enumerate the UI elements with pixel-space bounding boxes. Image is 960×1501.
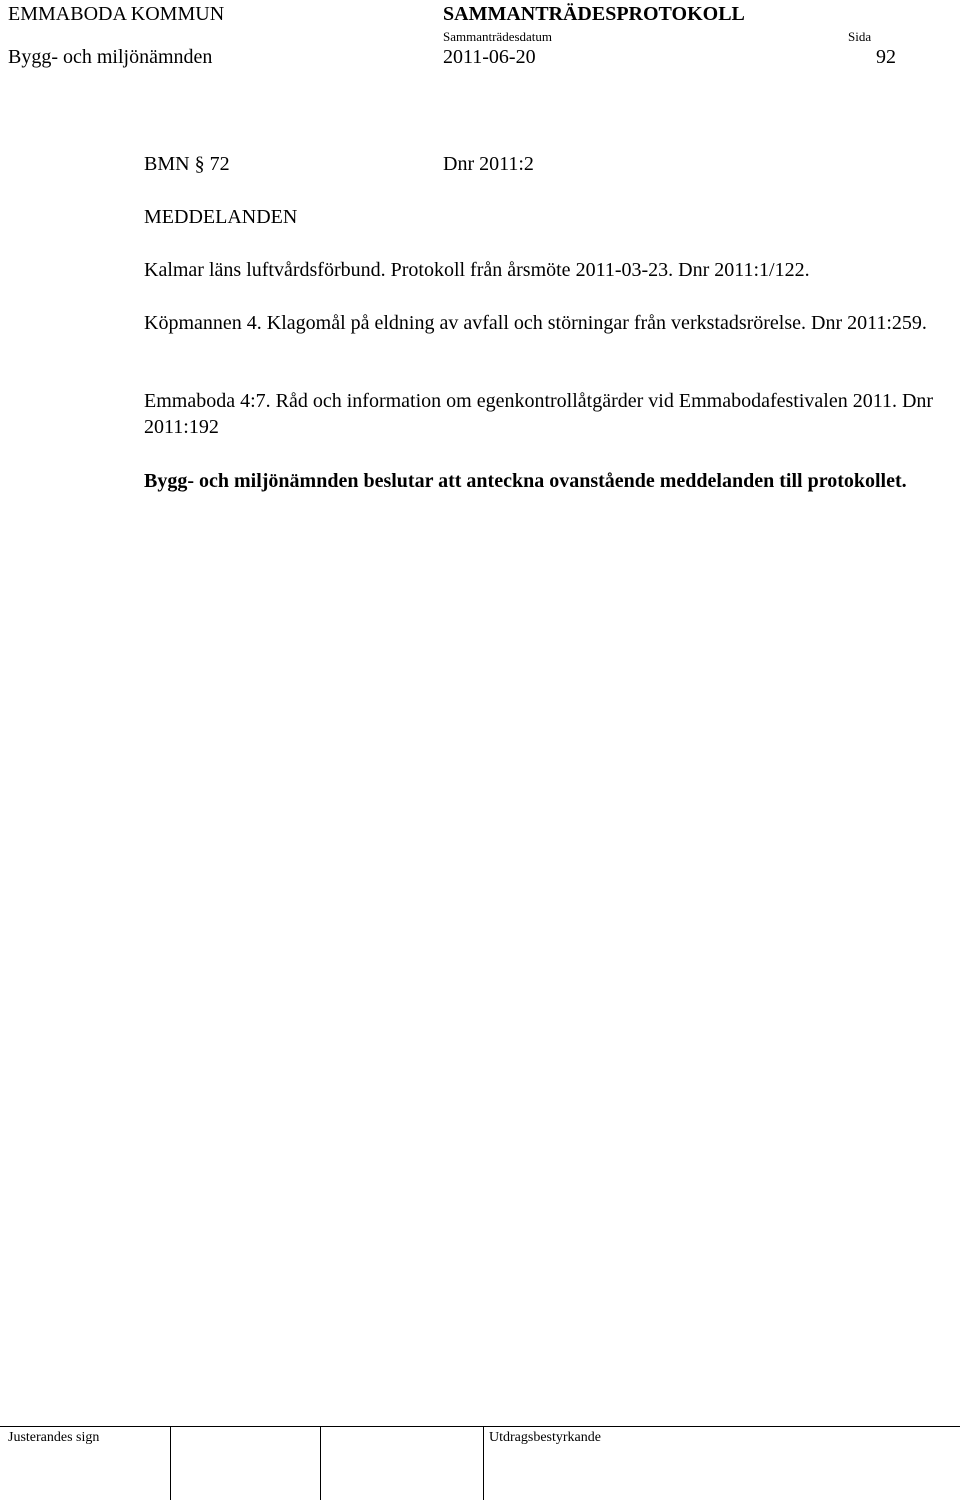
board-name: Bygg- och miljönämnden xyxy=(8,46,213,68)
page-number: 92 xyxy=(876,46,896,68)
case-dnr: Dnr 2011:2 xyxy=(443,153,534,175)
document-type: SAMMANTRÄDESPROTOKOLL xyxy=(443,3,745,25)
footer-cell-signature-1 xyxy=(170,1426,321,1500)
meeting-date: 2011-06-20 xyxy=(443,46,536,68)
page-label: Sida xyxy=(848,29,872,44)
meeting-date-label: Sammanträdesdatum xyxy=(443,29,553,44)
organization-name: EMMABODA KOMMUN xyxy=(8,3,225,25)
case-reference: BMN § 72 xyxy=(144,153,230,175)
list-item: Emmaboda 4:7. Råd och information om egenkontrollåtgärder vid Emmabodafestivalen 2011. Dnr 2011:192 xyxy=(144,390,934,438)
list-item: Köpmannen 4. Klagomål på eldning av avfall och störningar från verkstadsrörelse. Dnr 2011:259. xyxy=(144,312,927,334)
adjuster-sign-label: Justerandes sign xyxy=(8,1430,100,1445)
list-item: Kalmar läns luftvårdsförbund. Protokoll från årsmöte 2011-03-23. Dnr 2011:1/122. xyxy=(144,259,810,281)
extract-certification-label: Utdragsbestyrkande xyxy=(489,1430,601,1445)
footer-cell-signature-2 xyxy=(320,1426,484,1500)
section-heading: MEDDELANDEN xyxy=(144,206,298,228)
decision-text: Bygg- och miljönämnden beslutar att anteckna ovanstående meddelanden till protokollet. xyxy=(144,470,907,492)
